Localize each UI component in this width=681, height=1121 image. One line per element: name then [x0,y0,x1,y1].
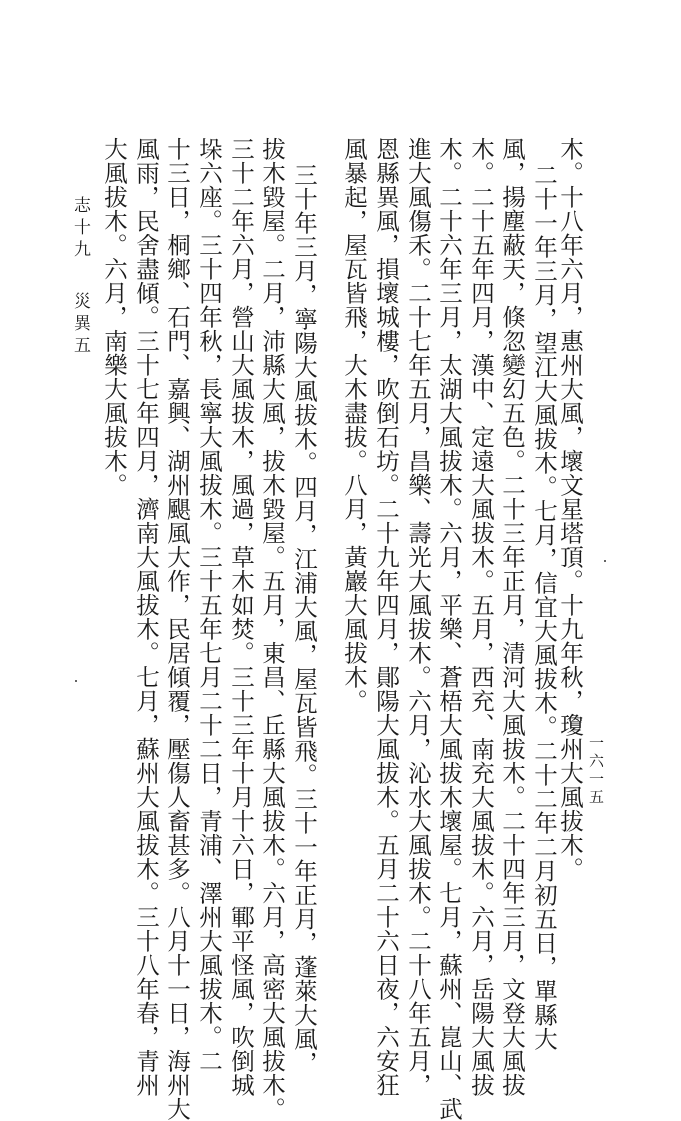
text-column: 十三日，桐鄉、石門、嘉興、湖州颶風大作，民居傾覆，壓傷人畜甚多。八月十一日，海州大 [163,137,191,1121]
text-column: 進大風傷禾。二十七年五月，昌樂、壽光大風拔木。六月，沁水大風拔木。二十八年五月， [404,137,432,1097]
text-column: 垛六座。三十四年秋，長寧大風拔木。三十五年七月二十二日，青浦、澤州大風拔木。二 [195,137,223,1073]
running-head-volume: 志十九 [70,196,90,262]
text-column: 三十年三月，寧陽大風拔木。四月，江浦大風，屋瓦皆飛。三十一年正月，蓬萊大風， [290,163,318,1075]
scan-speck [75,680,77,682]
text-column: 風暴起，屋瓦皆飛，大木盡拔。八月，黃巖大風拔木。 [340,137,368,713]
text-column: 拔木毀屋。二月，沛縣大風，拔木毀屋。五月，東昌、丘縣大風拔木。六月，高密大風拔木。 [258,137,286,1121]
text-column: 風雨，民舍盡傾。三十七年四月，濟南大風拔木。七月，蘇州大風拔木。三十八年春，青州 [132,137,160,1097]
text-column: 二十一年三月，望江大風拔木。七月，信宜大風拔木。二十二年二月初五日，單縣大 [530,163,558,1051]
page-number: 一六一五 [587,735,605,807]
text-column: 木。二十五年四月，漢中、定遠大風拔木。五月，西充、南充大風拔木。六月，岳陽大風拔 [467,137,495,1097]
text-column: 三十二年六月，營山大風拔木，風過，草木如焚。三十三年十月十六日，鄆平怪風，吹倒城 [227,137,255,1097]
text-column: 風，揚塵蔽天，倏忽變幻五色。二十三年正月，清河大風拔木。二十四年三月，文登大風拔 [498,137,526,1097]
text-column: 恩縣異風，損壞城樓，吹倒石坊。二十九年四月，鄖陽大風拔木。五月二十六日夜，六安狂 [372,137,400,1097]
text-column: 木。二十六年三月，太湖大風拔木。六月，平樂、蒼梧大風拔木壞屋。七月，蘇州、崑山、武 [435,137,463,1121]
running-head-section: 災異五 [70,292,90,358]
text-column: 木。十八年六月，惠州大風，壞文星塔頂。十九年秋，瓊州大風拔木。 [556,137,584,881]
text-column: 大風拔木。六月，南樂大風拔木。 [100,137,128,497]
scan-speck [604,560,606,562]
